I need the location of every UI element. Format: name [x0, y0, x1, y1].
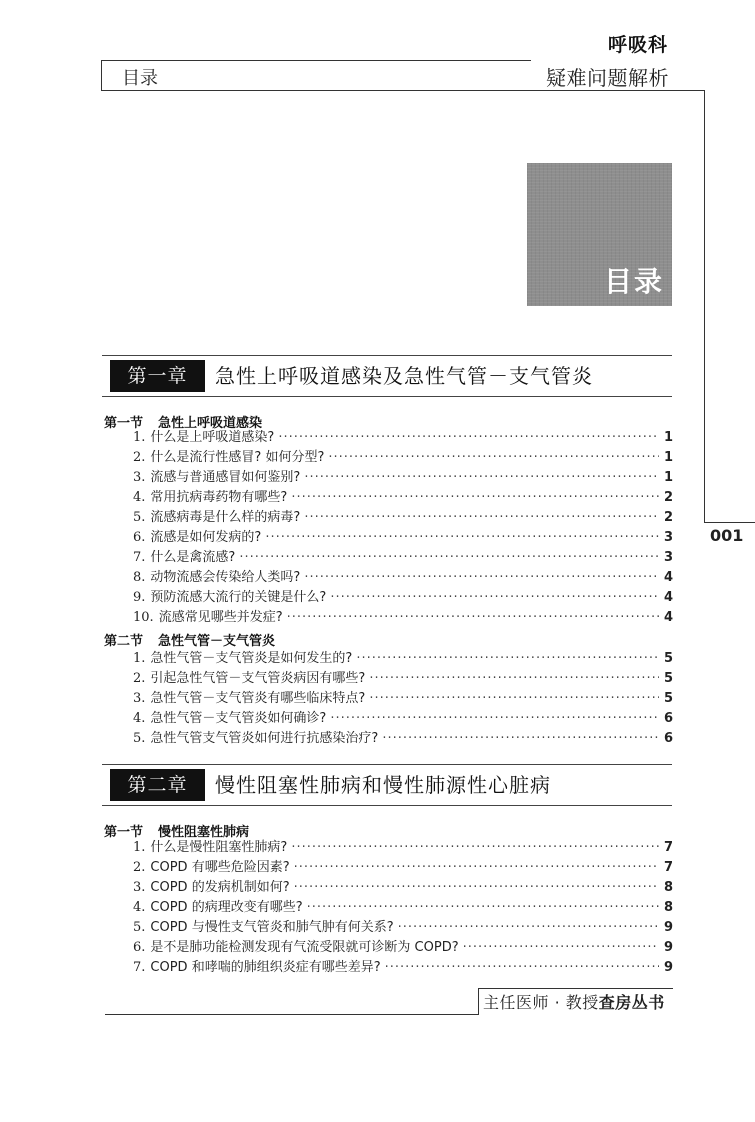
toc-entry[interactable]	[133, 608, 673, 627]
entry-number: 2.	[133, 450, 146, 465]
leader-dots	[287, 608, 659, 627]
chapter-heading[interactable]	[102, 764, 672, 806]
book-subtitle: 疑难问题解析	[546, 66, 669, 90]
entry-title: 流感常见哪些并发症?	[158, 610, 283, 625]
entry-page: 6	[663, 731, 673, 746]
section-heading[interactable]	[104, 630, 275, 649]
leader-dots	[294, 878, 659, 897]
entry-number: 5.	[133, 510, 146, 525]
toc-entry[interactable]	[133, 428, 673, 447]
entry-number: 1.	[133, 840, 146, 855]
entry-number: 3.	[133, 470, 146, 485]
entry-title: COPD 的发病机制如何?	[150, 880, 290, 895]
entry-page: 6	[663, 711, 673, 726]
leader-dots	[291, 488, 659, 507]
leader-dots	[382, 729, 659, 748]
toc-block-label: 目录	[603, 265, 664, 298]
section-number: 第一节	[104, 416, 144, 431]
entry-title: 急性气管－支气管炎有哪些临床特点?	[150, 691, 366, 706]
section-title: 慢性阻塞性肺病	[158, 825, 250, 840]
entry-title: 预防流感大流行的关键是什么?	[150, 590, 327, 605]
chapter-title: 慢性阻塞性肺病和慢性肺源性心脏病	[215, 773, 551, 797]
toc-entry[interactable]	[133, 729, 673, 748]
entry-title: 引起急性气管－支气管炎病因有哪些?	[150, 671, 366, 686]
leader-dots	[330, 588, 659, 607]
leader-dots	[294, 858, 659, 877]
entry-page: 8	[663, 880, 673, 895]
chapter-heading[interactable]	[102, 355, 672, 397]
entry-title: 流感与普通感冒如何鉴别?	[150, 470, 301, 485]
toc-entry[interactable]	[133, 958, 673, 977]
section-number: 第一节	[104, 825, 144, 840]
entry-number: 8.	[133, 570, 146, 585]
entry-page: 3	[663, 550, 673, 565]
entry-page: 5	[663, 651, 673, 666]
leader-dots	[265, 528, 659, 547]
entry-title: 急性气管－支气管炎是如何发生的?	[150, 651, 353, 666]
footer-series-prefix: 主任医师 · 教授	[483, 993, 599, 1012]
toc-entry[interactable]	[133, 858, 673, 877]
entry-title: 流感是如何发病的?	[150, 530, 262, 545]
entry-title: 什么是上呼吸道感染?	[150, 430, 275, 445]
section-title: 急性气管－支气管炎	[158, 634, 276, 649]
entry-title: 急性气管－支气管炎如何确诊?	[150, 711, 327, 726]
entry-title: 常用抗病毒药物有哪些?	[150, 490, 288, 505]
entry-page: 9	[663, 920, 673, 935]
entry-title: 什么是慢性阻塞性肺病?	[150, 840, 288, 855]
leader-dots	[369, 669, 659, 688]
toc-entry[interactable]	[133, 568, 673, 587]
toc-entry[interactable]	[133, 448, 673, 467]
toc-entry[interactable]	[133, 689, 673, 708]
toc-entry[interactable]	[133, 878, 673, 897]
entry-title: COPD 和哮喘的肺组织炎症有哪些差异?	[150, 960, 381, 975]
toc-entry[interactable]	[133, 838, 673, 857]
page-tab-rule	[704, 522, 755, 523]
entry-page: 9	[663, 960, 673, 975]
entry-number: 10.	[133, 610, 154, 625]
entry-title: 动物流感会传染给人类吗?	[150, 570, 301, 585]
toc-entry[interactable]	[133, 488, 673, 507]
leader-dots	[307, 898, 659, 917]
toc-entry[interactable]	[133, 709, 673, 728]
footer-bottom-rule	[105, 1014, 479, 1015]
toc-entry[interactable]	[133, 588, 673, 607]
toc-title-block	[527, 163, 672, 306]
entry-page: 4	[663, 590, 673, 605]
entry-page: 5	[663, 671, 673, 686]
leader-dots	[385, 958, 659, 977]
leader-dots	[291, 838, 659, 857]
entry-title: 什么是流行性感冒? 如何分型?	[150, 450, 325, 465]
series-title: 呼吸科	[607, 34, 668, 56]
entry-page: 4	[663, 570, 673, 585]
toc-entry[interactable]	[133, 548, 673, 567]
toc-entry[interactable]	[133, 528, 673, 547]
chapter-number: 第二章	[110, 769, 205, 801]
leader-dots	[463, 938, 659, 957]
header-top-rule	[101, 60, 531, 61]
chapter-title: 急性上呼吸道感染及急性气管－支气管炎	[215, 364, 593, 388]
footer-series-title	[483, 990, 665, 1013]
entry-number: 9.	[133, 590, 146, 605]
entry-number: 7.	[133, 960, 146, 975]
header-left-rule	[101, 60, 102, 91]
toc-entry[interactable]	[133, 508, 673, 527]
toc-entry[interactable]	[133, 669, 673, 688]
header-section-label: 目录	[122, 68, 158, 89]
entry-title: 什么是禽流感?	[150, 550, 236, 565]
entry-title: COPD 的病理改变有哪些?	[150, 900, 303, 915]
entry-page: 3	[663, 530, 673, 545]
entry-title: COPD 有哪些危险因素?	[150, 860, 290, 875]
entry-page: 2	[663, 490, 673, 505]
entry-number: 2.	[133, 671, 146, 686]
entry-number: 5.	[133, 731, 146, 746]
entry-number: 1.	[133, 651, 146, 666]
leader-dots	[328, 448, 659, 467]
footer-divider	[478, 988, 479, 1015]
entry-number: 5.	[133, 920, 146, 935]
entry-number: 4.	[133, 900, 146, 915]
entry-number: 4.	[133, 490, 146, 505]
leader-dots	[330, 709, 659, 728]
leader-dots	[369, 689, 659, 708]
entry-title: 急性气管支气管炎如何进行抗感染治疗?	[150, 731, 379, 746]
entry-number: 2.	[133, 860, 146, 875]
right-frame-rule	[704, 90, 705, 522]
entry-number: 3.	[133, 691, 146, 706]
entry-number: 1.	[133, 430, 146, 445]
entry-page: 1	[663, 430, 673, 445]
toc-entry[interactable]	[133, 918, 673, 937]
section-number: 第二节	[104, 634, 144, 649]
entry-page: 7	[663, 840, 673, 855]
section-title: 急性上呼吸道感染	[158, 416, 263, 431]
toc-entry[interactable]	[133, 649, 673, 668]
leader-dots	[304, 568, 659, 587]
leader-dots	[398, 918, 659, 937]
entry-title: 是不是肺功能检测发现有气流受限就可诊断为 COPD?	[150, 940, 459, 955]
entry-page: 5	[663, 691, 673, 706]
entry-number: 7.	[133, 550, 146, 565]
entry-page: 9	[663, 940, 673, 955]
toc-entry[interactable]	[133, 898, 673, 917]
toc-entry[interactable]	[133, 468, 673, 487]
entry-number: 6.	[133, 530, 146, 545]
chapter-number: 第一章	[110, 360, 205, 392]
entry-number: 6.	[133, 940, 146, 955]
leader-dots	[304, 468, 659, 487]
leader-dots	[356, 649, 659, 668]
leader-dots	[239, 548, 659, 567]
entry-page: 1	[663, 450, 673, 465]
entry-page: 7	[663, 860, 673, 875]
entry-page: 2	[663, 510, 673, 525]
entry-title: COPD 与慢性支气管炎和肺气肿有何关系?	[150, 920, 394, 935]
footer-top-rule	[478, 988, 673, 989]
leader-dots	[304, 508, 659, 527]
entry-page: 4	[663, 610, 673, 625]
entry-title: 流感病毒是什么样的病毒?	[150, 510, 301, 525]
entry-number: 4.	[133, 711, 146, 726]
entry-page: 1	[663, 470, 673, 485]
toc-entry[interactable]	[133, 938, 673, 957]
entry-number: 3.	[133, 880, 146, 895]
leader-dots	[278, 428, 659, 447]
page-number: 001	[710, 526, 744, 545]
entry-page: 8	[663, 900, 673, 915]
footer-series-suffix: 查房丛书	[598, 993, 665, 1012]
